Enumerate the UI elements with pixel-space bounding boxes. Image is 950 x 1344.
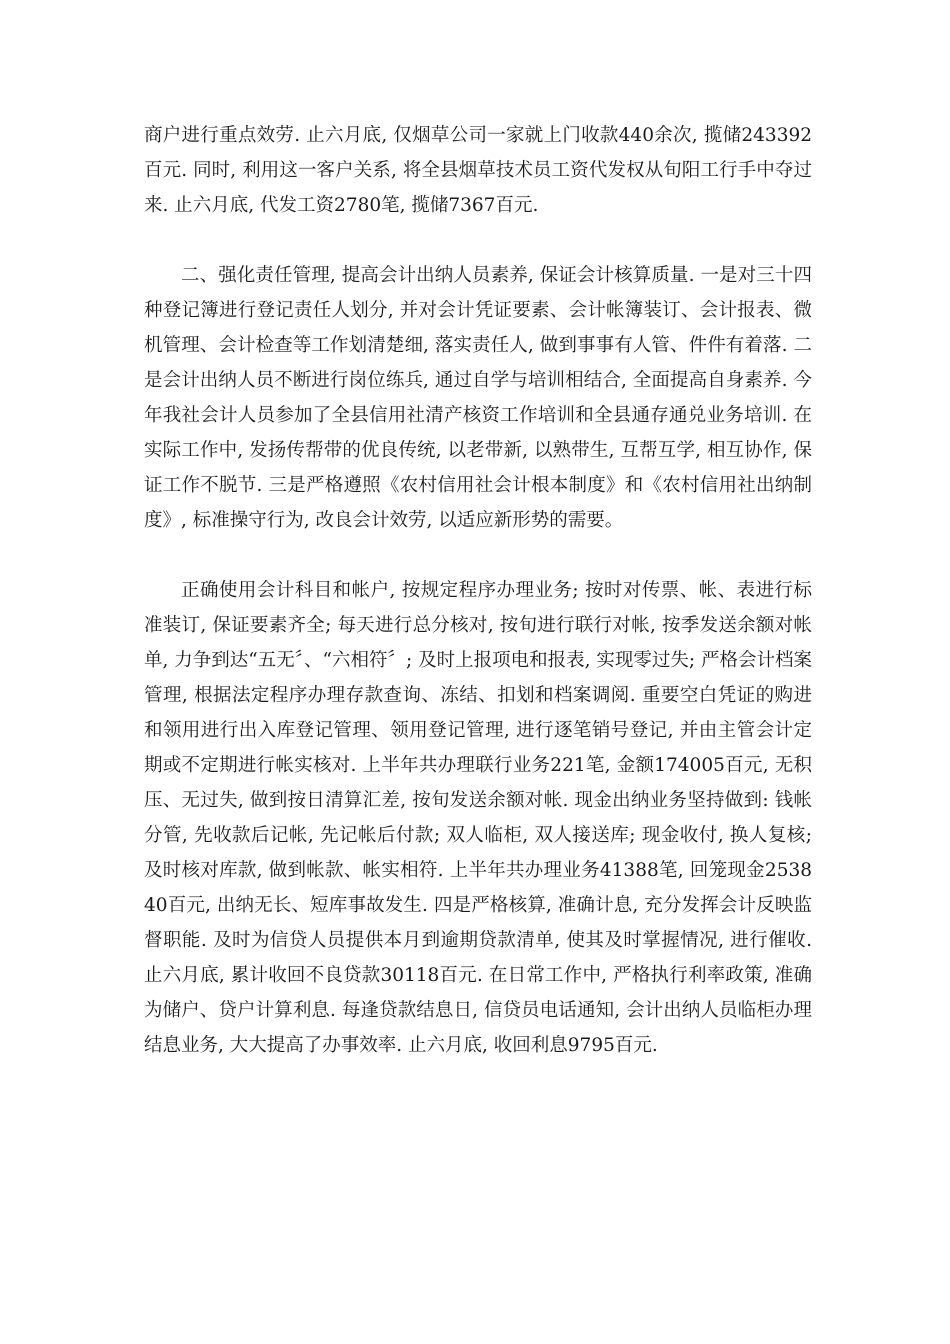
paragraph-1: 商户进行重点效劳. 止六月底, 仅烟草公司一家就上门收款440余次, 揽储243392百元. 同时, 利用这一客户关系, 将全县烟草技术员工资代发权从旬阳工行手中夺过来. 止六月底, 代发工资2780笔, 揽储7367百元.	[144, 125, 812, 216]
paragraph-gap	[144, 538, 812, 573]
document-body	[144, 118, 812, 1063]
paragraph-gap	[144, 223, 812, 258]
paragraph-3: 正确使用会计科目和帐户, 按规定程序办理业务; 按时对传票、帐、表进行标准装订, 保证要素齐全; 每天进行总分核对, 按旬进行联行对帐, 按季发送余额对帐单, 力争到达“五无〞、“六相符〞; 及时上报项电和报表, 实现零过失; 严格会计档案管理, 根据法定程序办理存款查询、冻结、扣划和档案调阅. 重要空白凭证的购进和领用进行出入库登记管理、领用登记管理, 进行逐笔销号登记, 并由主管会计定期或不定期进行帐实核对. 上半年共办理联行业务221笔, 金额174005百元, 无积压、无过失, 做到按日清算汇差, 按旬发送余额对帐. 现金出纳业务坚持做到: 钱帐分管, 先收款后记帐, 先记帐后付款; 双人临柜, 双人接送库; 现金收付, 换人复核; 及时核对库款, 做到帐款、帐实相符. 上半年共办理业务41388笔, 回笼现金253840百元, 出纳无长、短库事故发生. 四是严格核算, 准确计息, 充分发挥会计反映监督职能. 及时为信贷人员提供本月到逾期贷款清单, 使其及时掌握情况, 进行催收. 止六月底, 累计收回不良贷款30118百元. 在日常工作中, 严格执行利率政策, 准确为储户、贷户计算利息. 每逢贷款结息日, 信贷员电话通知, 会计出纳人员临柜办理结息业务, 大大提高了办事效率. 止六月底, 收回利息9795百元.	[144, 580, 812, 1056]
paragraph-2: 二、强化责任管理, 提高会计出纳人员素养, 保证会计核算质量. 一是对三十四种登记簿进行登记责任人划分, 并对会计凭证要素、会计帐簿装订、会计报表、微机管理、会计检查等工作划清楚细, 落实责任人, 做到事事有人管、件件有着落. 二是会计出纳人员不断进行岗位练兵, 通过自学与培训相结合, 全面提高自身素养. 今年我社会计人员参加了全县信用社清产核资工作培训和全县通存通兑业务培训. 在实际工作中, 发扬传帮带的优良传统, 以老带新, 以熟带生, 互帮互学, 相互协作, 保证工作不脱节. 三是严格遵照《农村信用社会计根本制度》和《农村信用社出纳制度》, 标准操守行为, 改良会计效劳, 以适应新形势的需要。	[144, 265, 812, 531]
